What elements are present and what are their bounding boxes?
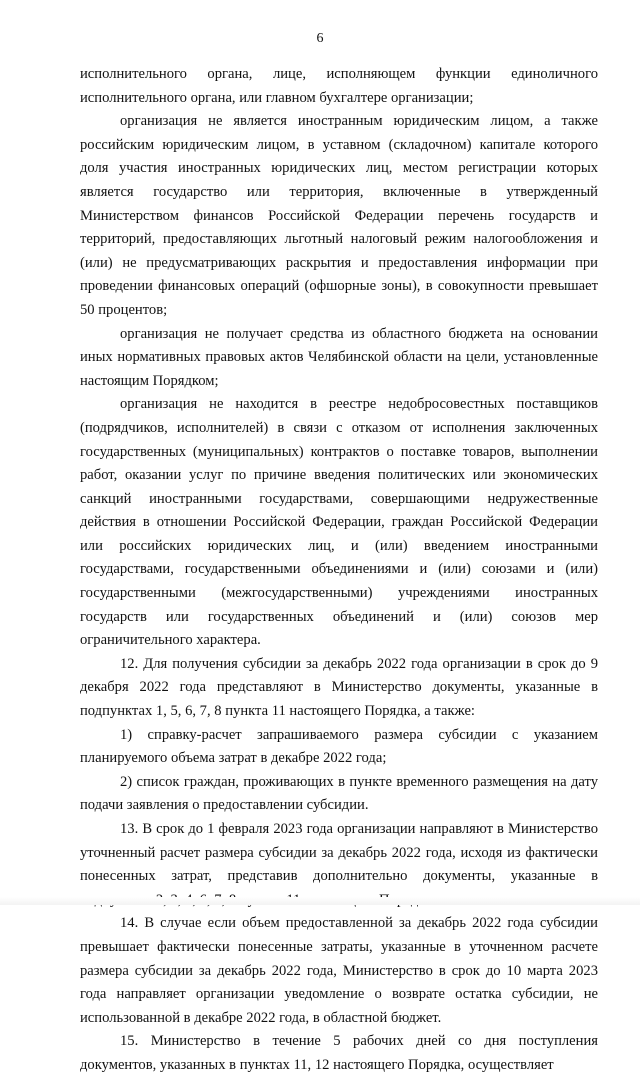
paragraph-registry-condition: организация не находится в реестре недобросовестных поставщиков (подрядчиков, исполнителей) в связи с отказом от исполнения заключенных государственных (муниципальных) контрактов о поставке товаров, выполнении работ, оказании услуг по причине введения политических или экономических санкций иностранными государствами, совершающими недружественные действия в отношении Российской Федерации, граждан Российской Федерации или российских юридических лиц, и (или) введением иностранными государствами, государственными объединениями и (или) союзами и (или) государственными (межгосударственными) учреждениями иностранных государств или государственных объединений и (или) союзов мер ограничительного характера. <box>80 396 598 649</box>
paragraph-continuation: исполнительного органа, лице, исполняющем функции единоличного исполнительного органа, или главном бухгалтере организации; <box>80 66 598 106</box>
page-bottom-edge <box>0 897 640 905</box>
paragraph-item-12-subitem-1: 1) справку-расчет запрашиваемого размера субсидии с указанием планируемого объема затрат в декабре 2022 года; <box>80 726 598 767</box>
paragraph-regional-budget-condition: организация не получает средства из областного бюджета на основании иных нормативных правовых актов Челябинской области на цели, установленные настоящим Порядком; <box>80 325 598 389</box>
paragraph-item-12: 12. Для получения субсидии за декабрь 2022 года организации в срок до 9 декабря 2022 года представляют в Министерство документы, указанные в подпунктах 1, 5, 6, 7, 8 пункта 11 настоящего Порядка, а также: <box>80 655 598 720</box>
page-number: 6 <box>316 31 324 46</box>
paragraph-foreign-entity-condition: организация не является иностранным юридическим лицом, а также российским юридическим лицом, в уставном (складочном) капитале которого доля участия иностранных юридических лиц, местом регистрации которых является государство или территория, включенные в утвержденный Министерством финансов Российской Федерации перечень государств и территорий, предоставляющих льготный налоговый режим налогообложения и (или) не предусматривающих раскрытия и предоставления информации при проведении финансовых операций (офшорные зоны), в совокупности превышает 50 процентов; <box>80 113 598 318</box>
paragraph-item-14: 14. В случае если объем предоставленной за декабрь 2022 года субсидии превышает фактически понесенные затраты, указанные в уточненном расчете размера субсидии за декабрь 2022 года, Министерство в срок до 10 марта 2023 года направляет организации уведомление о возврате остатка субсидии, не использованной в декабре 2022 года, в областной бюджет. <box>80 915 598 1026</box>
paragraph-item-13: 13. В срок до 1 февраля 2023 года организации направляют в Министерство уточненный расчет размера субсидии за декабрь 2022 года, исходя из фактически понесенных затрат, представив дополнительно документы, указанные в <box>80 821 598 885</box>
paragraph-item-15: 15. Министерство в течение 5 рабочих дней со дня поступления документов, указанных в пунктах 11, 12 настоящего Порядка, осуществляет <box>80 1033 598 1073</box>
paragraph-item-12-subitem-2: 2) список граждан, проживающих в пункте временного размещения на дату подачи заявления о предоставлении субсидии. <box>80 773 598 814</box>
document-body <box>80 63 598 1078</box>
